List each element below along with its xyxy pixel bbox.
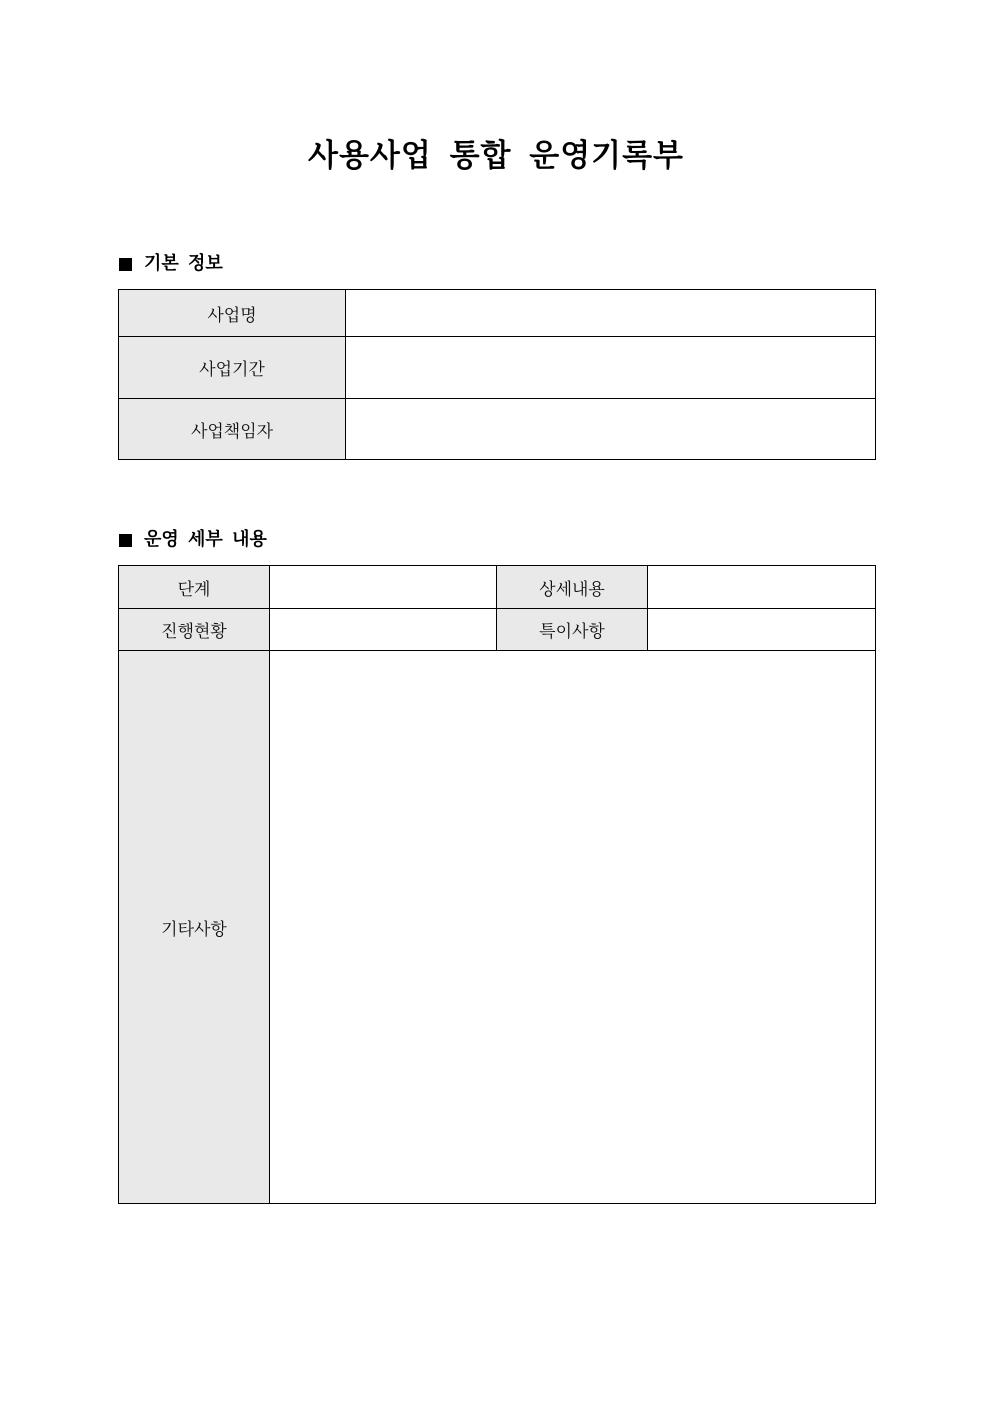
table-row	[119, 290, 876, 337]
page-title: 사용사업 통합 운영기록부	[308, 138, 684, 174]
project-period-label: 사업기간	[119, 337, 346, 399]
project-name-field[interactable]	[346, 290, 876, 337]
project-name-label: 사업명	[119, 290, 346, 337]
other-matters-label: 기타사항	[119, 651, 270, 1204]
notes-label: 특이사항	[497, 609, 648, 651]
progress-label: 진행현황	[119, 609, 270, 651]
project-manager-field[interactable]	[346, 399, 876, 460]
operation-details-heading	[119, 528, 267, 552]
project-manager-label: 사업책임자	[119, 399, 346, 460]
table-row	[119, 651, 876, 1204]
square-bullet-icon	[119, 258, 132, 271]
other-matters-field[interactable]	[270, 651, 876, 1204]
stage-field[interactable]	[270, 566, 497, 609]
basic-info-table	[118, 289, 876, 460]
table-row	[119, 399, 876, 460]
detail-field[interactable]	[648, 566, 876, 609]
square-bullet-icon	[119, 534, 132, 547]
notes-field[interactable]	[648, 609, 876, 651]
progress-field[interactable]	[270, 609, 497, 651]
project-period-field[interactable]	[346, 337, 876, 399]
basic-info-heading	[119, 252, 223, 276]
table-row	[119, 566, 876, 609]
detail-label: 상세내용	[497, 566, 648, 609]
basic-info-heading-label: 기본 정보	[144, 253, 223, 274]
operation-details-table	[118, 565, 876, 1204]
stage-label: 단계	[119, 566, 270, 609]
table-row	[119, 609, 876, 651]
table-row	[119, 337, 876, 399]
operation-details-heading-label: 운영 세부 내용	[144, 529, 267, 550]
